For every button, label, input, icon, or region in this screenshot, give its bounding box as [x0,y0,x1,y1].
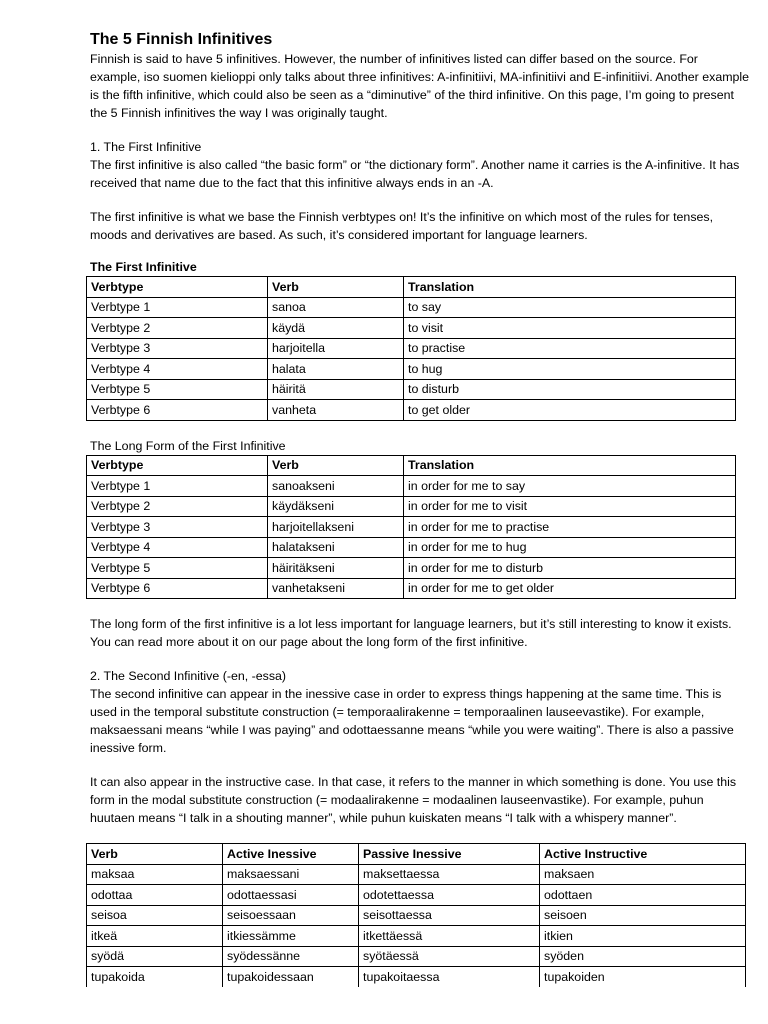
table-row [87,905,746,926]
table-row [87,379,736,400]
table-row [87,318,736,339]
table-header-cell: Active Instructive [540,844,746,865]
section2-paragraph-2: It can also appear in the instructive case. In that case, it refers to the manner in which something is done. You use this form in the modal substitute construction (= modaalirakenne = modaalinen lauseenvastike). For example, puhun huutaen means “I talk in a shouting manner”, while puhun kuiskaten means “I talk with a whispery manner”. [90,775,737,825]
table-cell: vanhetakseni [268,578,404,599]
section1-paragraph-1: The first infinitive is also called “the basic form” or “the dictionary form”. Another name it carries is the A-infinitive. It has received that name due to the fact that this infinitive always ends in an -A. [90,158,740,190]
table-cell: syödessänne [223,946,359,967]
table-cell: in order for me to hug [404,537,736,558]
table-row [87,864,746,885]
table-row [87,967,746,987]
table-cell: Verbtype 1 [87,297,268,318]
table-cell: in order for me to get older [404,578,736,599]
table-cell: seisoen [540,905,746,926]
long-form-table [86,455,736,600]
section2-paragraph-1: The second infinitive can appear in the inessive case in order to express things happening at the same time. This is used in the temporal substitute construction (= temporaalirakenne = temporaalinen lauseevastike). For example, maksaessani means “while I was paying” and odottaessanne means “while you were waiting”. There is also a passive inessive form. [90,687,734,755]
table-header-cell: Active Inessive [223,844,359,865]
table-cell: in order for me to say [404,476,736,497]
table-cell: maksaa [87,864,223,885]
table-cell: Verbtype 6 [87,400,268,421]
intro-paragraph: Finnish is said to have 5 infinitives. However, the number of infinitives listed can differ based on the source. For example, iso suomen kielioppi only talks about three infinitives: A-infinitiivi, MA-infinitiivi and E-infinitiivi. Another example is the fifth infinitive, which could also be seen as a “diminutive” of the third infinitive. On this page, I’m going to present the 5 Finnish infinitives the way I was originally taught. [90,52,750,120]
table-header-cell: Verb [268,277,404,298]
section2-heading: 2. The Second Infinitive (-en, -essa) [90,669,287,683]
long-form-paragraph: The long form of the first infinitive is a lot less important for language learners, but it’s still interesting to know it exists. You can read more about it on our page about the long form of the first infinitive. [90,617,732,649]
table-cell: käydä [268,318,404,339]
document-page [90,30,750,987]
table-row [87,885,746,906]
table-cell: Verbtype 5 [87,558,268,579]
table-cell: halatakseni [268,537,404,558]
table-row [87,946,746,967]
table-cell: sanoakseni [268,476,404,497]
table-cell: Verbtype 4 [87,359,268,380]
table-cell: Verbtype 5 [87,379,268,400]
table-cell: in order for me to disturb [404,558,736,579]
table-cell: harjoitella [268,338,404,359]
table-cell: to practise [404,338,736,359]
table-cell: käydäkseni [268,496,404,517]
table-cell: sanoa [268,297,404,318]
table-header-row [87,455,736,476]
table-cell: odottaessasi [223,885,359,906]
table-row [87,476,736,497]
table-cell: seisoessaan [223,905,359,926]
table-cell: syöden [540,946,746,967]
table-cell: odottaa [87,885,223,906]
table-header-cell: Translation [404,277,736,298]
table-header-cell: Verb [268,455,404,476]
table-cell: Verbtype 2 [87,496,268,517]
table-cell: seisoa [87,905,223,926]
table-row [87,558,736,579]
table-cell: itkeä [87,926,223,947]
table-cell: tupakoiden [540,967,746,987]
table-cell: odottaen [540,885,746,906]
table-cell: itkiessämme [223,926,359,947]
table-row [87,338,736,359]
table2-caption: The Long Form of the First Infinitive [90,438,286,453]
table-header-cell: Verb [87,844,223,865]
table-header-row [87,844,746,865]
table-cell: itkettäessä [359,926,540,947]
table-cell: syötäessä [359,946,540,967]
table-cell: to get older [404,400,736,421]
table-header-cell: Verbtype [87,277,268,298]
table-cell: vanheta [268,400,404,421]
table-cell: maksaessani [223,864,359,885]
table-cell: odotettaessa [359,885,540,906]
table-cell: Verbtype 3 [87,517,268,538]
table-cell: Verbtype 1 [87,476,268,497]
table-cell: in order for me to practise [404,517,736,538]
table-cell: itkien [540,926,746,947]
first-infinitive-table [86,276,736,421]
table-row [87,297,736,318]
table-cell: seisottaessa [359,905,540,926]
table-row [87,359,736,380]
table-row [87,400,736,421]
table-cell: Verbtype 4 [87,537,268,558]
table-header-cell: Translation [404,455,736,476]
table-cell: Verbtype 2 [87,318,268,339]
table-header-row [87,277,736,298]
table-cell: häiritä [268,379,404,400]
table-cell: to say [404,297,736,318]
second-infinitive-table [86,843,746,987]
section1-heading: 1. The First Infinitive [90,140,202,154]
table-cell: halata [268,359,404,380]
table-row [87,517,736,538]
table-cell: Verbtype 6 [87,578,268,599]
table-cell: in order for me to visit [404,496,736,517]
table-cell: tupakoitaessa [359,967,540,987]
table-row [87,926,746,947]
table-cell: maksettaessa [359,864,540,885]
table-cell: Verbtype 3 [87,338,268,359]
table-row [87,578,736,599]
table-cell: to disturb [404,379,736,400]
table-cell: syödä [87,946,223,967]
section1-paragraph-2: The first infinitive is what we base the Finnish verbtypes on! It’s the infinitive on which most of the rules for tenses, moods and derivatives are based. As such, it’s considered important for language learners. [90,210,714,242]
table-header-cell: Verbtype [87,455,268,476]
table-row [87,537,736,558]
table-cell: harjoitellakseni [268,517,404,538]
page-title: The 5 Finnish Infinitives [90,31,273,48]
table-row [87,496,736,517]
table-cell: häiritäkseni [268,558,404,579]
table-cell: tupakoidessaan [223,967,359,987]
table-cell: maksaen [540,864,746,885]
table-header-cell: Passive Inessive [359,844,540,865]
table-cell: to hug [404,359,736,380]
table1-caption: The First Infinitive [90,260,197,274]
table-cell: to visit [404,318,736,339]
table-cell: tupakoida [87,967,223,987]
